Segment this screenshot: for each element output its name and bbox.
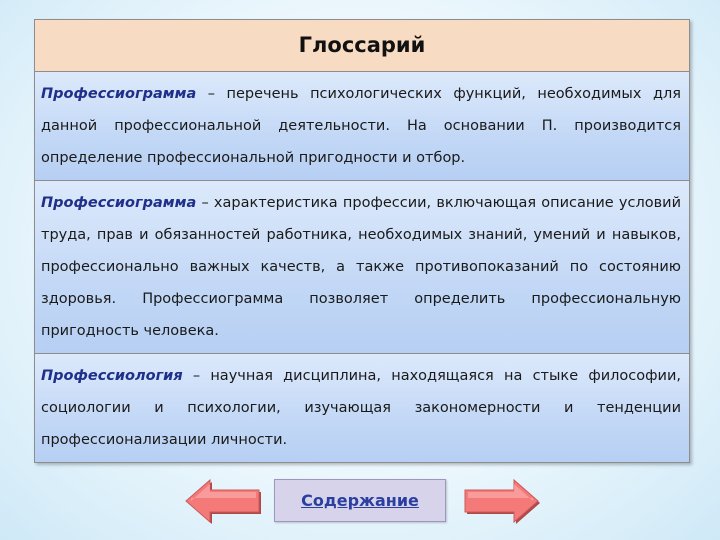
prev-button[interactable] [183,476,263,526]
glossary-term: Профессиология [41,368,183,384]
contents-button[interactable]: Содержание [274,479,446,522]
glossary-table [34,19,690,463]
glossary-definition: – научная дисциплина, находящаяся на стыке философии, социологии и психологии, изучающая закономерности и тенденции профессионализации личности. [41,368,681,448]
arrow-left-icon [186,480,261,524]
glossary-entry [35,354,689,462]
glossary-entry [35,181,689,354]
glossary-entry [35,72,689,181]
glossary-definition: – характеристика профессии, включающая описание условий труда, прав и обязанностей работника, необходимых знаний, умений и навыков, профессионально важных качеств, а также противопоказаний по состоянию здоровья. Профессиограмма позволяет определить профессиональную пригодность человека. [41,195,681,339]
glossary-term: Профессиограмма [41,195,197,211]
next-button[interactable] [461,476,541,526]
glossary-title: Глоссарий [35,20,689,72]
glossary-term: Профессиограмма [41,86,197,102]
arrow-right-icon [465,480,540,524]
glossary-definition: – перечень психологических функций, необходимых для данной профессиональной деятельности. На основании П. производится определение профессиональной пригодности и отбор. [41,86,681,166]
